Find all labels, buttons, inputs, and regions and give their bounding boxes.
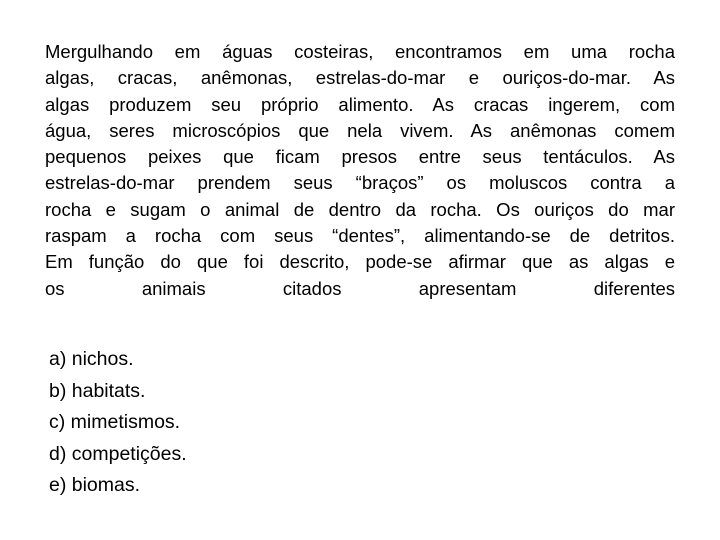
answer-options [49, 344, 187, 502]
option-a[interactable]: a) nichos. [49, 348, 134, 370]
question-line: pequenos peixes que ficam presos entre seus tentáculos. As [45, 146, 675, 168]
question-line: rocha e sugam o animal de dentro da rocha. Os ouriços do mar [45, 198, 675, 220]
option-e[interactable]: e) biomas. [49, 474, 141, 496]
question-line: raspam a rocha com seus “dentes”, alimentando-se de detritos. [45, 225, 675, 247]
question-line: os animais citados apresentam diferentes [45, 277, 675, 299]
option-d[interactable]: d) competições. [49, 442, 187, 465]
question-text [45, 39, 675, 302]
question-line: estrelas-do-mar prendem seus “braços” os moluscos contra a [45, 172, 675, 194]
option-c[interactable]: c) mimetismos. [49, 411, 181, 433]
question-line: água, seres microscópios que nela vivem. As anêmonas comem [45, 119, 675, 141]
question-line: Mergulhando em águas costeiras, encontramos em uma rocha [45, 41, 675, 62]
question-line: algas produzem seu próprio alimento. As cracas ingerem, com [45, 93, 675, 115]
option-b[interactable]: b) habitats. [49, 379, 146, 402]
question-line: algas, cracas, anêmonas, estrelas-do-mar e ouriços-do-mar. As [45, 67, 675, 89]
question-line: Em função do que foi descrito, pode-se afirmar que as algas e [45, 251, 675, 273]
